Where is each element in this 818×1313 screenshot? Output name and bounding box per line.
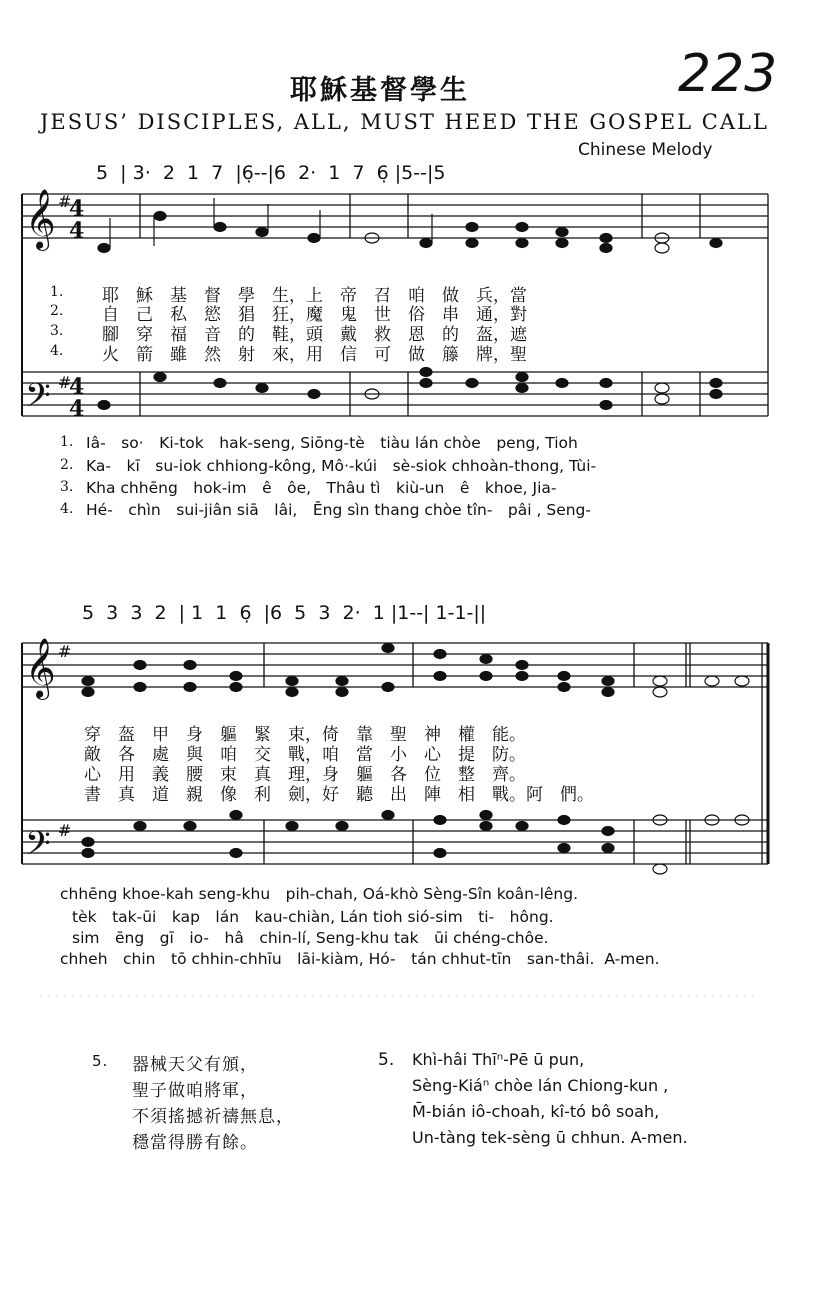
verse-number: 3. <box>50 323 64 339</box>
jianpu-line-2: 5 3 3 2 | 1 1 6̣ |6 5 3 2· 1 |1--| 1-1-|| <box>82 602 487 624</box>
verse-number: 4. <box>60 501 74 517</box>
stanza-line: Sèng-Kiáⁿ chòe lán Chiong-kun , <box>412 1076 669 1095</box>
hymn-title-english: JESUS’ DISCIPLES, ALL, MUST HEED THE GOSPEL CALL <box>40 110 769 134</box>
verse-line: Ka- kī su-iok chhiong-kông, Mô·-kúi sè-siok chhoàn-thong, Tùi- <box>86 457 597 475</box>
svg-text:4: 4 <box>69 396 85 422</box>
tune-name: Chinese Melody <box>578 140 713 160</box>
svg-text:#: # <box>58 192 72 211</box>
treble-clef-icon: 𝄞 <box>25 189 56 249</box>
svg-text:#: # <box>58 373 72 392</box>
verse-line: 心 用 義 腰 束 真 理，身 軀 各 位 整 齊。 <box>84 765 526 785</box>
svg-text:4: 4 <box>69 196 85 222</box>
verse-line: 腳 穿 福 音 的 鞋，頭 戴 救 恩 的 盔，遮 <box>102 325 527 345</box>
verse-line: 火 箭 雖 然 射 來，用 信 可 做 籐 牌，聖 <box>102 345 527 365</box>
svg-text:4: 4 <box>69 218 85 244</box>
verse-line: 穿 盔 甲 身 軀 緊 束，倚 靠 聖 神 權 能。 <box>84 725 526 745</box>
stanza-line: 聖子做咱將軍， <box>132 1081 258 1101</box>
stanza-number: 5. <box>378 1050 395 1070</box>
svg-text:#: # <box>58 642 72 661</box>
stanza-line: 穩當得勝有餘。 <box>132 1133 258 1153</box>
verse-line: 自 己 私 慾 猖 狂，魔 鬼 世 俗 串 通，對 <box>102 305 527 325</box>
stanza-line: 不須搖撼祈禱無息， <box>132 1107 294 1127</box>
verse-line: Kha chhēng hok-im ê ôe, Thâu tì kiù-un ê khoe, Jia- <box>86 479 557 497</box>
svg-text:4: 4 <box>69 374 85 400</box>
hymn-title-chinese: 耶穌基督學生 <box>290 75 470 106</box>
staff-bass-1 <box>22 372 768 416</box>
verse-number: 1. <box>50 284 64 300</box>
verse-line: 耶 穌 基 督 學 生，上 帝 召 咱 做 兵，當 <box>102 286 527 306</box>
bass-clef-icon: 𝄢 <box>25 377 51 423</box>
hymn-number: 223 <box>678 44 778 104</box>
verse-line: sim ēng gī io- hâ chin-lí, Seng-khu tak ūi chéng-chôe. <box>72 929 549 947</box>
verse-line: chheh chin tō chhin-chhīu lāi-kiàm, Hó- tán chhut-tīn san-thâi. A-men. <box>60 950 660 968</box>
verse-number: 2. <box>50 303 64 319</box>
stanza-line: Khì-hâi Thīⁿ-Pē ū pun, <box>412 1050 585 1069</box>
verse-number: 2. <box>60 457 74 473</box>
verse-line: 敵 各 處 與 咱 交 戰，咱 當 小 心 提 防。 <box>84 745 526 765</box>
verse-number: 4. <box>50 343 64 359</box>
stanza-number: 5. <box>92 1052 109 1070</box>
stanza-line: 器械天父有頒， <box>132 1055 258 1075</box>
stanza-line: Un-tàng tek-sèng ū chhun. A-men. <box>412 1128 688 1147</box>
verse-line: 書 真 道 親 像 利 劍，好 聽 出 陣 相 戰。阿 們。 <box>84 785 594 805</box>
verse-line: Iâ- so· Ki-tok hak-seng, Siōng-tè tiàu lán chòe peng, Tioh <box>86 434 578 452</box>
verse-number: 1. <box>60 434 74 450</box>
jianpu-line-1: 5 | 3· 2 1 7 |6̣--|6 2· 1 7 6̣ |5--|5 <box>96 162 446 184</box>
svg-text:𝄞: 𝄞 <box>25 638 56 698</box>
staff-treble-1 <box>22 194 768 238</box>
stanza-line: M̄-bián iô-choah, kî-tó bô soah, <box>412 1102 660 1121</box>
verse-line: Hé- chìn sui-jiân siā lâi, Ēng sìn thang chòe tîn- pâi , Seng- <box>86 501 591 519</box>
svg-text:𝄢: 𝄢 <box>25 825 51 871</box>
verse-line: tèk tak-ūi kap lán kau-chiàn, Lán tioh sió-sim ti- hông. <box>72 908 554 926</box>
verse-line: chhēng khoe-kah seng-khu pih-chah, Oá-khò Sèng-Sîn koân-lêng. <box>60 885 579 903</box>
verse-number: 3. <box>60 479 74 495</box>
svg-text:#: # <box>58 821 72 840</box>
